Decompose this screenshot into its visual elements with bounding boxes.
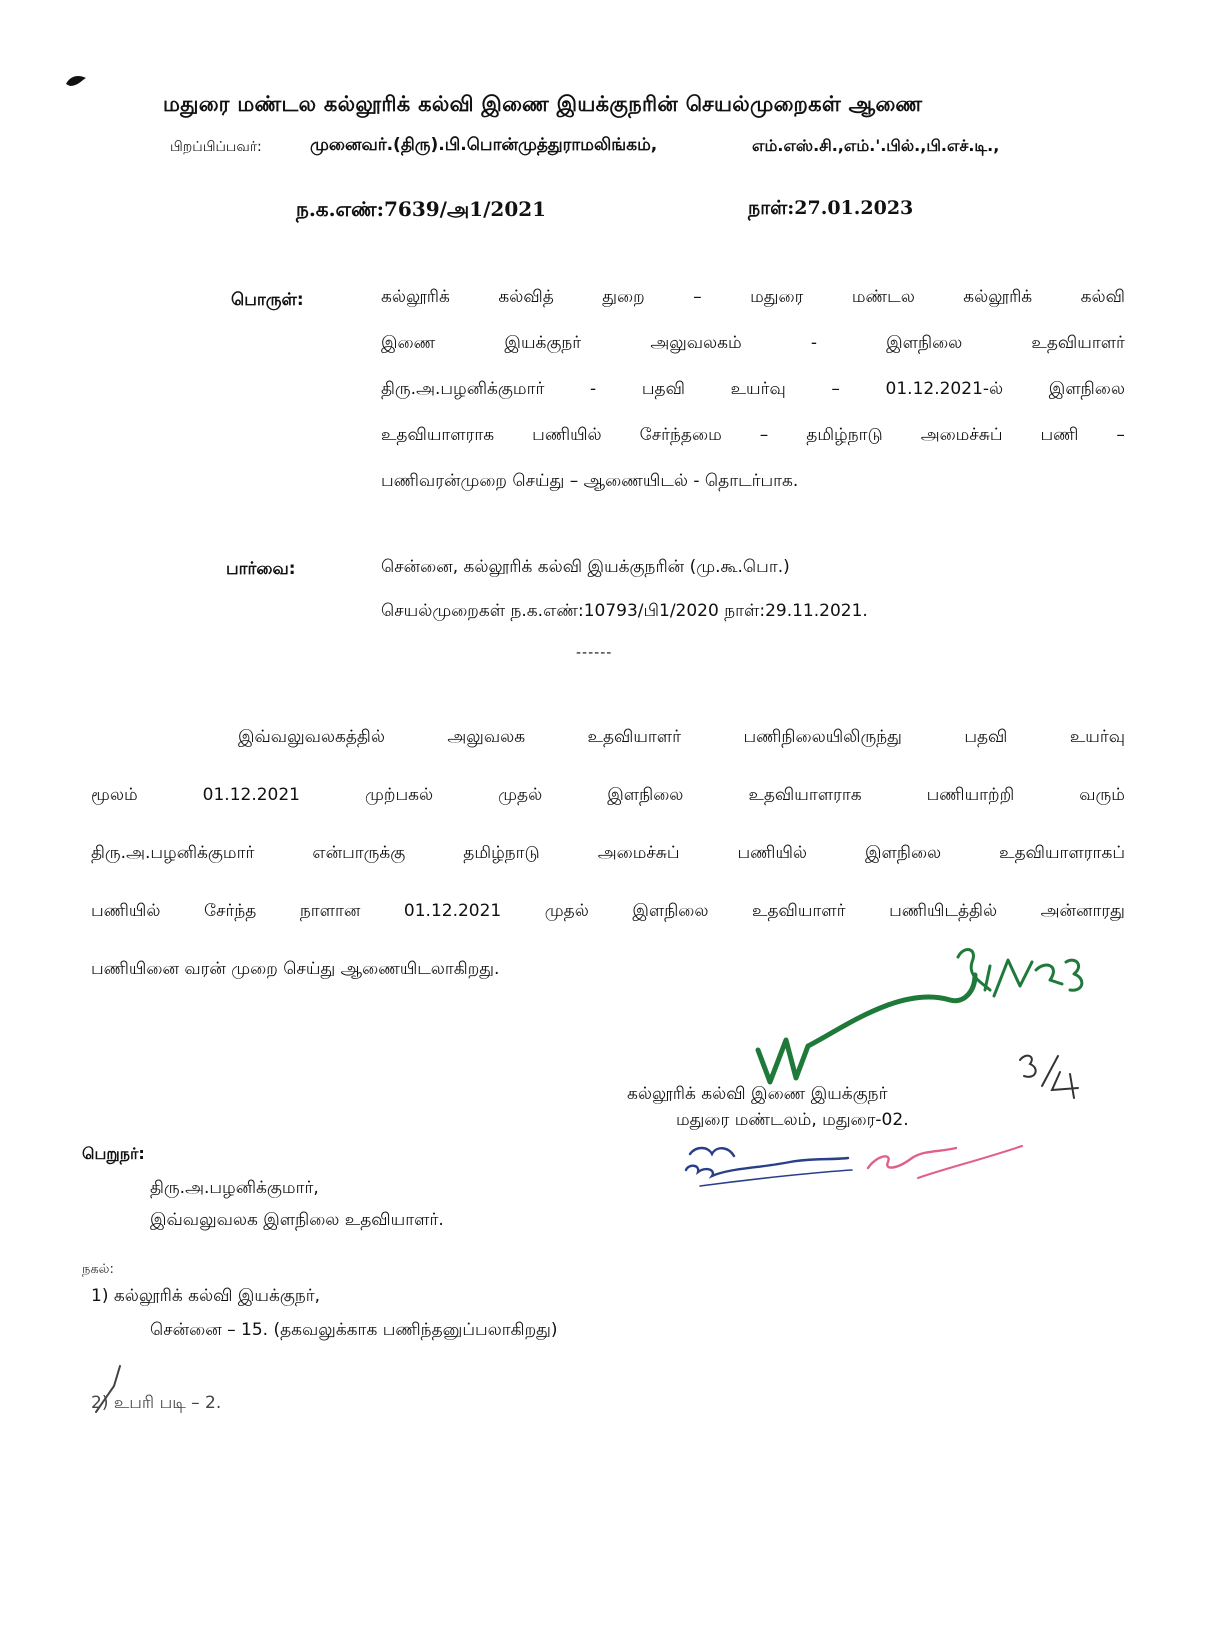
body-line: பணியினை வரன் முறை செய்து ஆணையிடலாகிறது. — [91, 959, 500, 979]
section-separator: ------ — [576, 645, 613, 661]
reference-line: செயல்முறைகள் ந.க.எண்:10793/பி1/2020 நாள்:29.11.2021. — [381, 601, 868, 621]
subject-line: திரு.அ.பழனிக்குமார் - பதவி உயர்வு – 01.12.2021-ல் இளநிலை — [381, 379, 1125, 399]
body-line: இவ்வலுவலகத்தில் அலுவலக உதவியாளர் பணிநிலையிலிருந்து பதவி உயர்வு — [238, 727, 1125, 747]
copy-item-detail: சென்னை – 15. (தகவலுக்காக பணிந்தனுப்பலாகிறது) — [150, 1320, 558, 1340]
body-line: மூலம் 01.12.2021 முற்பகல் முதல் இளநிலை உதவியாளராக பணியாற்றி வரும் — [91, 785, 1125, 805]
recipient-designation: இவ்வலுவலக இளநிலை உதவியாளர். — [150, 1210, 444, 1230]
subject-label: பொருள்: — [231, 290, 304, 310]
subject-line: பணிவரன்முறை செய்து – ஆணையிடல் - தொடர்பாக. — [381, 471, 799, 491]
order-date: நாள்:27.01.2023 — [748, 197, 914, 219]
signatory-office: மதுரை மண்டலம், மதுரை-02. — [676, 1110, 909, 1130]
body-line: பணியில் சேர்ந்த நாளான 01.12.2021 முதல் இளநிலை உதவியாளர் பணியிடத்தில் அன்னாரது — [91, 901, 1125, 921]
issuer-degrees: எம்.எஸ்.சி.,எம்.'.பில்.,பி.எச்.டி., — [752, 136, 1000, 155]
subject-line: உதவியாளராக பணியில் சேர்ந்தமை – தமிழ்நாடு அமைச்சுப் பணி – — [381, 425, 1125, 445]
reference-line: சென்னை, கல்லூரிக் கல்வி இயக்குநரின் (மு.கூ.பொ.) — [381, 557, 790, 577]
copy-item: 2) உபரி படி – 2. — [91, 1393, 222, 1413]
subject-line: கல்லூரிக் கல்வித் துறை – மதுரை மண்டல கல்லூரிக் கல்வி — [381, 287, 1125, 307]
issuer-name: முனைவர்.(திரு).பி.பொன்முத்துராமலிங்கம், — [310, 135, 658, 155]
copy-item: 1) கல்லூரிக் கல்வி இயக்குநர், — [91, 1286, 321, 1306]
reference-label: பார்வை: — [226, 559, 296, 579]
body-line: திரு.அ.பழனிக்குமார் என்பாருக்கு தமிழ்நாடு அமைச்சுப் பணியில் இளநிலை உதவியாளராகப் — [91, 843, 1125, 863]
reference-number: ந.க.எண்:7639/அ1/2021 — [296, 197, 547, 221]
recipient-label: பெறுநர்: — [82, 1144, 145, 1163]
copy-label: நகல்: — [82, 1262, 114, 1277]
subject-line: இணை இயக்குநர் அலுவலகம் - இளநிலை உதவியாளர் — [381, 333, 1125, 353]
recipient-name: திரு.அ.பழனிக்குமார், — [150, 1178, 319, 1198]
document-title: மதுரை மண்டல கல்லூரிக் கல்வி இணை இயக்குநரின் செயல்முறைகள் ஆணை — [163, 92, 923, 116]
signatory-designation: கல்லூரிக் கல்வி இணை இயக்குநர் — [627, 1084, 888, 1104]
issuer-label: பிறப்பிப்பவர்: — [170, 139, 262, 155]
